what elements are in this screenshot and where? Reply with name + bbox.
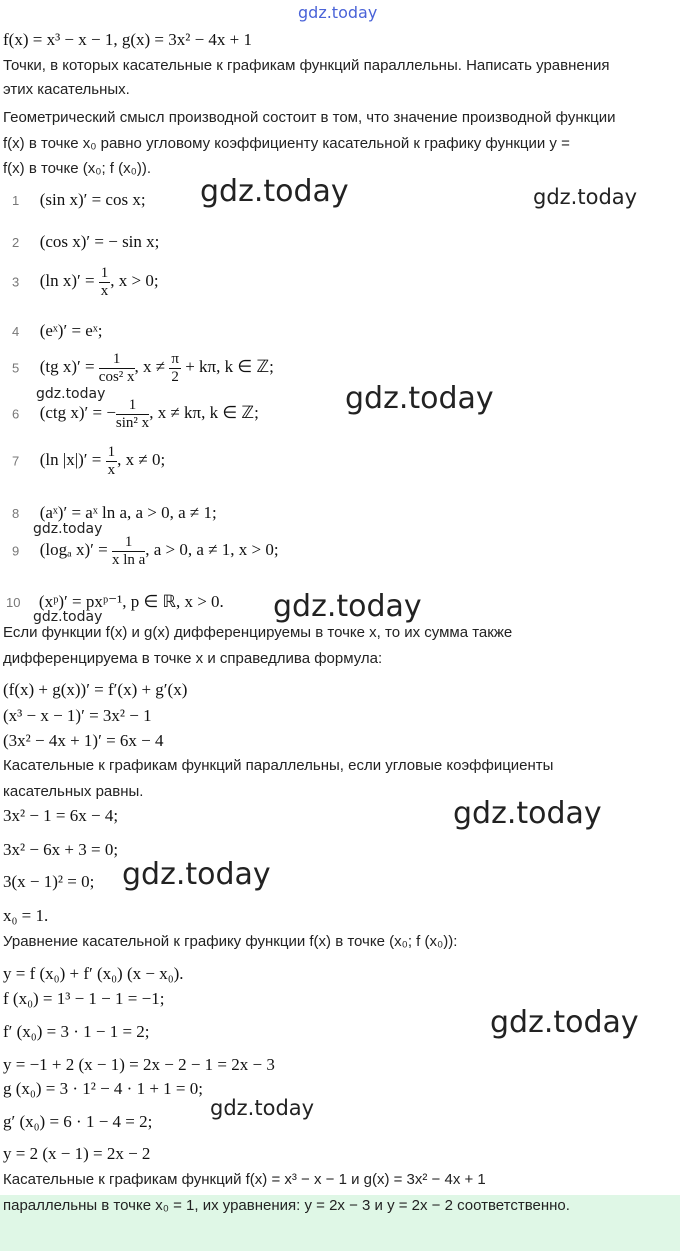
sum-rule-text: дифференцируема в точке x и справедлива формула: — [3, 650, 383, 667]
sum-rule-text: Если функции f(x) и g(x) дифференцируемы в точке x, то их сумма также — [3, 624, 513, 641]
parallel-text: касательных равны. — [3, 783, 144, 800]
rule-row — [12, 321, 102, 341]
watermark: gdz.today — [345, 381, 494, 416]
rule-row — [6, 592, 224, 612]
rule-number: 1 — [12, 193, 20, 208]
theory-text: f(x) в точке x₀ равно угловому коэффициенту касательной к графику функции y = — [3, 135, 570, 152]
f-derivative-value: f′ (x₀) = 3 · 1 − 1 = 2; — [3, 1022, 150, 1041]
watermark: gdz.today — [210, 1096, 315, 1120]
rule-row — [12, 232, 159, 252]
rule-expr: (cos x)′ = − sin x; — [39, 232, 160, 251]
g-tangent-equation: y = 2 (x − 1) = 2x − 2 — [3, 1144, 151, 1163]
problem-text: этих касательных. — [3, 81, 130, 98]
g-value: g (x₀) = 3 · 1² − 4 · 1 + 1 = 0; — [3, 1079, 203, 1098]
rule-row — [12, 265, 159, 300]
watermark: gdz.today — [533, 185, 638, 209]
derivative-g: (3x² − 4x + 1)′ = 6x − 4 — [3, 731, 164, 750]
rule-row — [12, 534, 279, 569]
derivative-f: (x³ − x − 1)′ = 3x² − 1 — [3, 706, 152, 725]
sum-formula: (f(x) + g(x))′ = f′(x) + g′(x) — [3, 680, 188, 699]
theory-text: Геометрический смысл производной состоит в том, что значение производной функции — [3, 109, 616, 126]
watermark: gdz.today — [273, 589, 422, 624]
problem-text: Точки, в которых касательные к графикам функций параллельны. Написать уравнения — [3, 57, 610, 74]
watermark: gdz.today — [490, 1005, 639, 1040]
rule-expr: (tg x)′ = $\frac{1}{\text{cos² x}}$ , x ≠ $\frac{\pi}{2}$ + kπ, k ∈ ℤ; — [39, 351, 274, 385]
answer-text: параллельны в точке x₀ = 1, их уравнения: y = 2x − 3 и y = 2x − 2 соответственно. — [3, 1197, 570, 1214]
rule-number: 8 — [12, 506, 20, 521]
rule-row — [12, 397, 259, 432]
header-formula: f(x) = x³ − x − 1, g(x) = 3x² − 4x + 1 — [3, 30, 253, 49]
rule-number: 4 — [12, 324, 20, 339]
watermark: gdz.today — [122, 857, 271, 892]
rule-number: 7 — [12, 453, 20, 469]
rule-row — [12, 444, 165, 479]
rule-number: 2 — [12, 235, 20, 250]
watermark: gdz.today — [36, 386, 106, 402]
watermark: gdz.today — [200, 174, 349, 209]
rule-row — [12, 503, 217, 523]
watermark: gdz.today — [33, 609, 103, 625]
equation-result: x₀ = 1. — [3, 906, 49, 925]
rule-number: 9 — [12, 543, 20, 559]
rule-expr: (ln x)′ = $\frac{1}{x}$ , x > 0; — [39, 265, 159, 299]
watermark: gdz.today — [33, 521, 103, 537]
equation-step: 3x² − 6x + 3 = 0; — [3, 840, 119, 859]
parallel-text: Касательные к графикам функций параллельны, если угловые коэффициенты — [3, 757, 554, 774]
rule-expr: (aˣ)′ = aˣ ln a, a > 0, a ≠ 1; — [39, 503, 217, 522]
theory-text: f(x) в точке (x₀; f (x₀)). — [3, 160, 152, 177]
rule-expr: (xᵖ)′ = pxᵖ⁻¹, p ∈ ℝ, x > 0. — [38, 592, 224, 611]
rule-expr: (logₐ x)′ = $\frac{1}{\text{x ln a}}$ , a > 0, a ≠ 1, x > 0; — [39, 534, 279, 568]
rule-number: 5 — [12, 360, 20, 376]
rule-row — [12, 190, 146, 210]
f-tangent-equation: y = −1 + 2 (x − 1) = 2x − 2 − 1 = 2x − 3 — [3, 1055, 275, 1074]
rule-expr: (ln |x|)′ = $\frac{1}{x}$ , x ≠ 0; — [39, 444, 166, 478]
rule-number: 6 — [12, 406, 20, 422]
rule-expr: (sin x)′ = cos x; — [39, 190, 146, 209]
tangent-intro: Уравнение касательной к графику функции f(x) в точке (x₀; f (x₀)): — [3, 933, 458, 950]
f-value: f (x₀) = 1³ − 1 − 1 = −1; — [3, 989, 165, 1008]
watermark: gdz.today — [453, 796, 602, 831]
equation-step: 3x² − 1 = 6x − 4; — [3, 806, 119, 825]
answer-text: Касательные к графикам функций f(x) = x³ − x − 1 и g(x) = 3x² − 4x + 1 — [3, 1171, 486, 1188]
rule-number: 10 — [6, 595, 21, 610]
g-derivative-value: g′ (x₀) = 6 · 1 − 4 = 2; — [3, 1112, 153, 1131]
rule-row — [12, 351, 274, 386]
rule-number: 3 — [12, 274, 20, 290]
rule-expr: (ctg x)′ = − $\frac{1}{\text{sin² x}}$ , x ≠ kπ, k ∈ ℤ; — [39, 397, 259, 431]
tangent-formula: y = f (x₀) + f′ (x₀) (x − x₀). — [3, 964, 184, 983]
equation-step: 3(x − 1)² = 0; — [3, 872, 95, 891]
watermark-top: gdz.today — [298, 3, 378, 22]
rule-expr: (eˣ)′ = eˣ; — [39, 321, 103, 340]
